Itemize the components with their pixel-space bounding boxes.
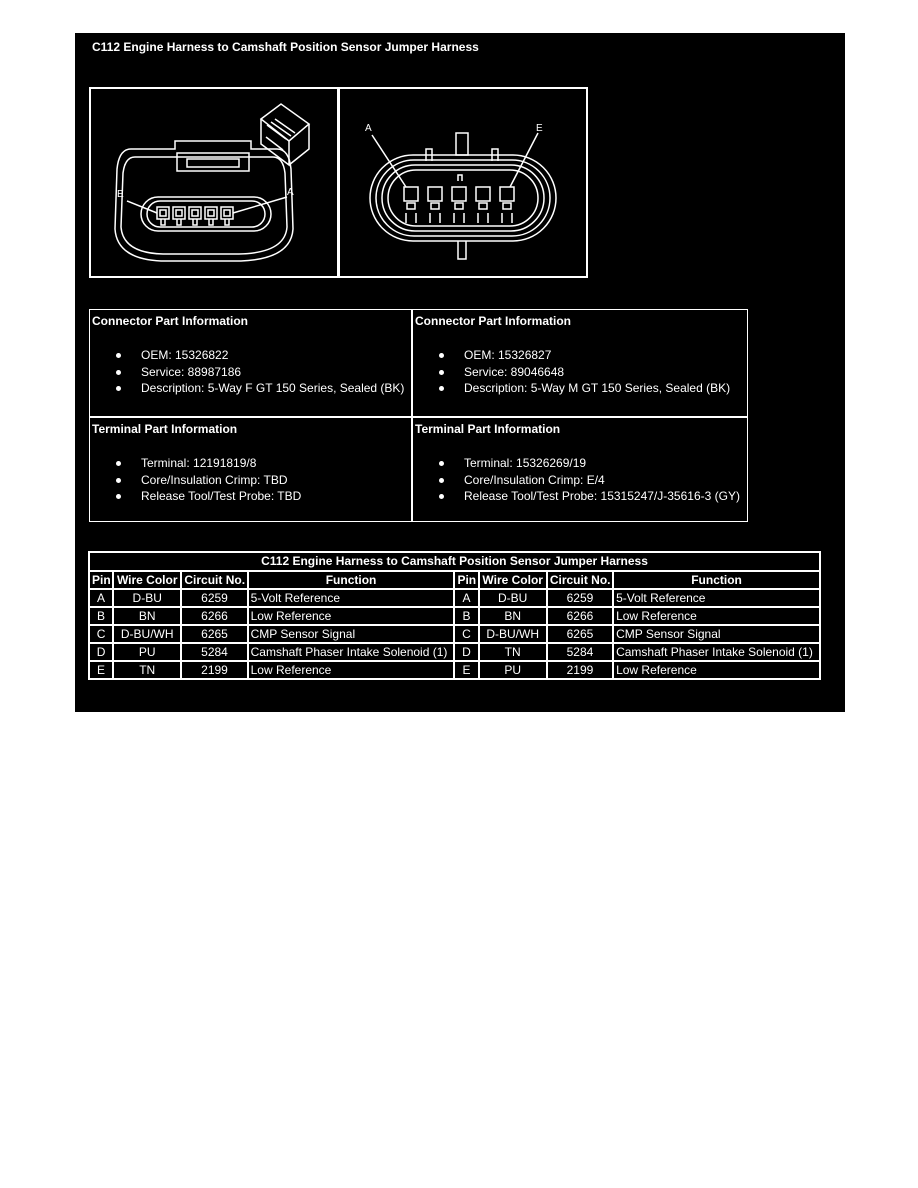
circuit-cell: 2199 — [181, 661, 247, 679]
wire-color-cell: D-BU/WH — [479, 625, 547, 643]
function-cell: CMP Sensor Signal — [613, 625, 820, 643]
function-cell: Camshaft Phaser Intake Solenoid (1) — [613, 643, 820, 661]
column-header: Circuit No. — [181, 571, 247, 589]
terminal-info-heading: Terminal Part Information — [415, 422, 561, 436]
terminal-info-female — [90, 416, 411, 521]
wire-color-cell: TN — [113, 661, 181, 679]
connector-info-female — [90, 310, 411, 416]
pin-cell: E — [454, 661, 478, 679]
pin-cell: A — [454, 589, 478, 607]
function-cell: Low Reference — [248, 607, 455, 625]
female-connector-drawing — [91, 89, 337, 276]
circuit-cell: 6259 — [181, 589, 247, 607]
function-cell: Low Reference — [613, 607, 820, 625]
connector-info-list — [116, 347, 404, 397]
wire-color-cell: D-BU — [113, 589, 181, 607]
list-item: Service: 88987186 — [116, 364, 404, 381]
circuit-cell: 6266 — [181, 607, 247, 625]
connector-perspective-icon — [261, 104, 309, 165]
function-cell: CMP Sensor Signal — [248, 625, 455, 643]
terminal-info-male — [411, 416, 747, 521]
column-header: Pin — [89, 571, 113, 589]
document-title: C112 Engine Harness to Camshaft Position Sensor Jumper Harness — [92, 40, 479, 54]
list-item: Description: 5-Way M GT 150 Series, Sealed (BK) — [439, 380, 730, 397]
pin-cell: D — [454, 643, 478, 661]
column-header: Wire Color — [113, 571, 181, 589]
wire-color-cell: PU — [479, 661, 547, 679]
wire-color-cell: TN — [479, 643, 547, 661]
male-connector-diagram — [338, 87, 588, 278]
table-row — [89, 589, 820, 607]
function-cell: Low Reference — [248, 661, 455, 679]
pin-cell: A — [89, 589, 113, 607]
part-information-grid — [89, 309, 748, 522]
pin-cell: C — [454, 625, 478, 643]
table-header-row — [89, 571, 820, 589]
wire-color-cell: PU — [113, 643, 181, 661]
terminal-info-list — [439, 455, 740, 505]
list-item: Core/Insulation Crimp: TBD — [116, 472, 301, 489]
list-item: Release Tool/Test Probe: 15315247/J-35616-3 (GY) — [439, 488, 740, 505]
wire-color-cell: D-BU/WH — [113, 625, 181, 643]
column-header: Wire Color — [479, 571, 547, 589]
column-header: Function — [248, 571, 455, 589]
pin-label-e: E — [117, 189, 124, 200]
pin-cell: D — [89, 643, 113, 661]
pin-cavities — [404, 175, 514, 223]
pin-cell: B — [454, 607, 478, 625]
function-cell: Camshaft Phaser Intake Solenoid (1) — [248, 643, 455, 661]
list-item: Core/Insulation Crimp: E/4 — [439, 472, 740, 489]
table-row — [89, 607, 820, 625]
document-panel — [75, 33, 845, 712]
list-item: Terminal: 15326269/19 — [439, 455, 740, 472]
column-header: Function — [613, 571, 820, 589]
connector-info-male — [411, 310, 747, 416]
table-title: C112 Engine Harness to Camshaft Position Sensor Jumper Harness — [89, 552, 820, 571]
circuit-cell: 6266 — [547, 607, 613, 625]
table-row — [89, 625, 820, 643]
list-item: Terminal: 12191819/8 — [116, 455, 301, 472]
column-header: Pin — [454, 571, 478, 589]
pin-cell: C — [89, 625, 113, 643]
function-cell: Low Reference — [613, 661, 820, 679]
table-row — [89, 661, 820, 679]
list-item: Release Tool/Test Probe: TBD — [116, 488, 301, 505]
wire-color-cell: BN — [479, 607, 547, 625]
wire-color-cell: BN — [113, 607, 181, 625]
pin-label-a: A — [365, 123, 372, 134]
list-item: OEM: 15326822 — [116, 347, 404, 364]
pinout-table — [88, 551, 821, 680]
pin-label-e: E — [536, 123, 543, 134]
connector-info-heading: Connector Part Information — [92, 314, 249, 328]
connector-info-list — [439, 347, 730, 397]
circuit-cell: 5284 — [181, 643, 247, 661]
pin-cell: E — [89, 661, 113, 679]
wire-color-cell: D-BU — [479, 589, 547, 607]
function-cell: 5-Volt Reference — [248, 589, 455, 607]
terminal-info-list — [116, 455, 301, 505]
function-cell: 5-Volt Reference — [613, 589, 820, 607]
list-item: Description: 5-Way F GT 150 Series, Sealed (BK) — [116, 380, 404, 397]
list-item: OEM: 15326827 — [439, 347, 730, 364]
connector-info-heading: Connector Part Information — [415, 314, 572, 328]
circuit-cell: 6259 — [547, 589, 613, 607]
circuit-cell: 2199 — [547, 661, 613, 679]
terminal-info-heading: Terminal Part Information — [92, 422, 238, 436]
pin-cavities — [157, 207, 233, 225]
female-connector-diagram — [89, 87, 339, 278]
pin-cell: B — [89, 607, 113, 625]
circuit-cell: 6265 — [181, 625, 247, 643]
circuit-cell: 6265 — [547, 625, 613, 643]
pin-label-a: A — [287, 187, 294, 198]
table-row — [89, 643, 820, 661]
male-connector-drawing — [340, 89, 586, 276]
column-header: Circuit No. — [547, 571, 613, 589]
list-item: Service: 89046648 — [439, 364, 730, 381]
circuit-cell: 5284 — [547, 643, 613, 661]
